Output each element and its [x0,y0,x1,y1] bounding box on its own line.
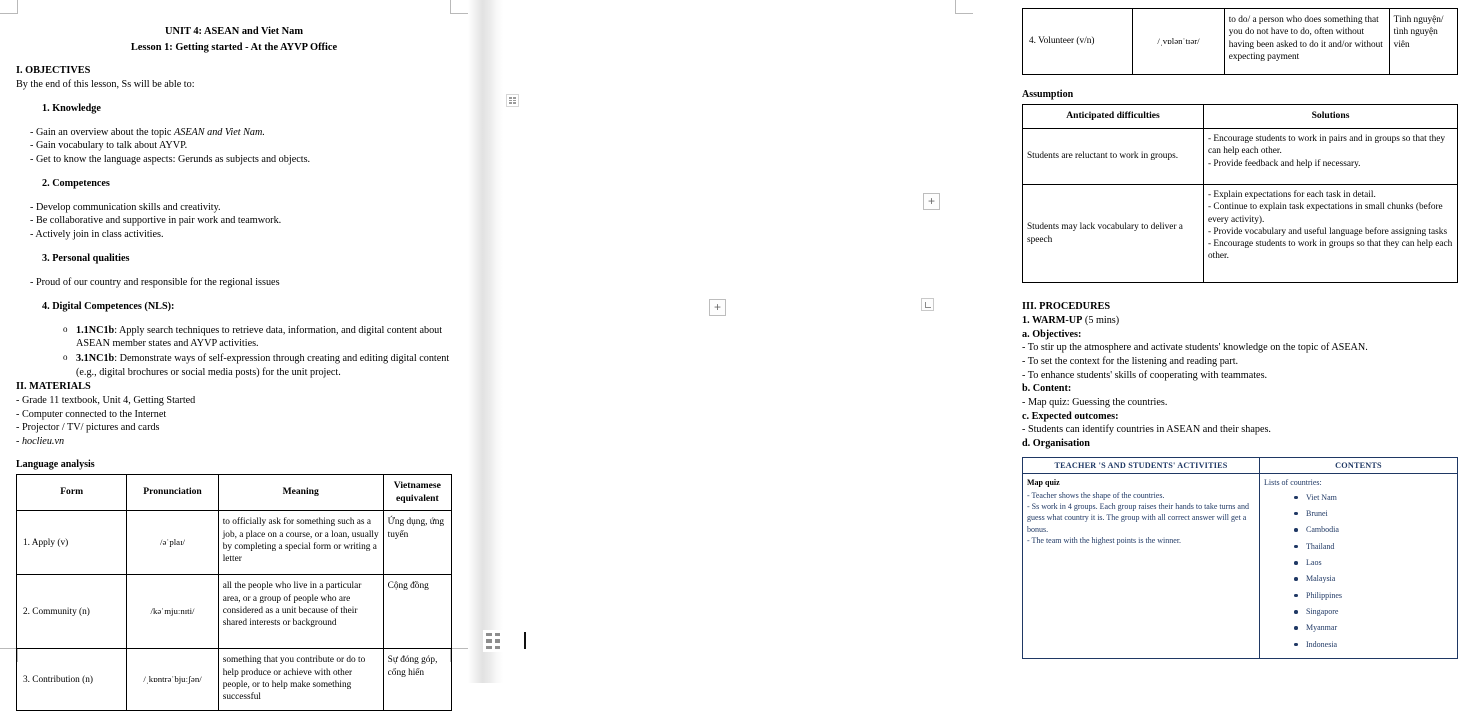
column-header-form: Form [17,475,127,511]
assumption-solution-1-1: - Continue to explain task expectations in small chunks (before every activity). [1208,202,1443,225]
language-analysis-table-continued[interactable] [1022,8,1458,75]
table-row[interactable] [1023,9,1458,75]
table-row[interactable] [1023,474,1458,659]
competences-item-2: - Actively join in class activities. [30,229,164,241]
insert-row-button[interactable]: + [923,193,940,210]
column-header-activities: TEACHER 'S AND STUDENTS' ACTIVITIES [1023,457,1260,474]
vocab-meaning-1: all the people who live in a particular area, or a group of people who are considered as a unit because of their shared interests or background [218,575,383,649]
digital-competences-list [16,324,452,380]
personal-qualities-heading: 3. Personal qualities [42,253,130,264]
list-item: Thailand [1306,541,1453,552]
list-item: Viet Nam [1306,492,1453,503]
list-item: Cambodia [1306,524,1453,535]
activity-line-0: - Teacher shows the shape of the countries. [1027,490,1165,500]
competences-heading: 2. Competences [42,177,110,189]
vocab-form-2: 3. Contribution (n) [17,649,127,711]
vocab-pronunciation-0: /əˈplaɪ/ [127,511,218,575]
procedures-heading: III. PROCEDURES [1022,301,1111,313]
materials-item-2: - Projector / TV/ pictures and cards [16,422,160,434]
vocab-form-1: 2. Community (n) [17,575,127,649]
vocab-meaning-3: to do/ a person who does something that you do not have to do, often without having been asked to do it and/or without expecting payment [1224,9,1389,75]
warmup-heading-row [1022,314,1458,328]
paragraph-move-handle-icon[interactable] [483,630,503,652]
procedure-activities-table[interactable] [1022,457,1458,660]
table-resize-handle-icon[interactable] [921,298,934,311]
knowledge-heading: 1. Knowledge [42,102,101,114]
column-header-solutions: Solutions [1204,105,1458,129]
knowledge-item-2: - Get to know the language aspects: Gerunds as subjects and objects. [30,154,311,166]
activity-title: Map quiz [1027,478,1060,488]
warmup-outcomes-heading: c. Expected outcomes: [1022,410,1119,422]
assumption-solutions-0 [1204,129,1458,185]
insert-row-button-lower[interactable]: + [709,299,726,316]
materials-item-1: - Computer connected to the Internet [16,408,167,420]
table-move-handle-icon[interactable] [506,94,519,107]
contents-cell [1260,474,1458,659]
list-item: Malaysia [1306,573,1453,584]
table-header-row [1023,457,1458,474]
left-page-content[interactable] [16,24,452,711]
materials-item-hoclieu: - hoclieu.vn [16,436,65,448]
personal-qualities-item-0: - Proud of our country and responsible for the regional issues [30,276,280,288]
digital-competence-text-0: : Apply search techniques to retrieve data, information, and digital content about ASEAN member states and AYVP activities. [76,324,443,350]
column-header-vietnamese [383,475,451,511]
list-item: Myanmar [1306,622,1453,633]
warmup-objective-2: - To enhance students' skills of cooperating with teammates. [1022,369,1268,381]
crop-mark-top-right [450,0,468,14]
digital-competence-code-1: 3.1NC1b [76,352,115,364]
vocab-pronunciation-2: /ˌkɒntrəˈbjuːʃən/ [127,649,218,711]
warmup-objectives-heading: a. Objectives: [1022,328,1082,340]
materials-item-0: - Grade 11 textbook, Unit 4, Getting Started [16,395,196,407]
digital-competence-text-1: : Demonstrate ways of self-expression through creating and editing digital content (e.g., digital brochures or social media posts) for the unit project. [76,352,450,378]
objectives-intro: By the end of this lesson, Ss will be able to: [16,79,195,91]
crop-mark-top-left [0,0,18,14]
column-header-meaning: Meaning [218,475,383,511]
page-left [0,0,468,703]
warmup-content-0: - Map quiz: Guessing the countries. [1022,396,1168,408]
table-row[interactable] [17,511,452,575]
warmup-objective-1: - To set the context for the listening and reading part. [1022,355,1239,367]
list-item: Philippines [1306,590,1453,601]
digital-competence-code-0: 1.1NC1b [76,324,115,336]
vocab-meaning-2: something that you contribute or do to help produce or achieve with other people, or to help make something successful [218,649,383,711]
warmup-organisation-heading: d. Organisation [1022,437,1090,449]
crop-mark-top-right-page2 [955,0,973,14]
warmup-outcome-0: - Students can identify countries in ASEAN and their shapes. [1022,424,1271,436]
table-row[interactable] [17,575,452,649]
assumption-difficulty-0: Students are reluctant to work in groups. [1023,129,1204,185]
assumption-solution-1-0: - Explain expectations for each task in detail. [1208,190,1376,201]
activities-cell [1023,474,1260,659]
table-row[interactable] [1023,185,1458,283]
list-item: Indonesia [1306,639,1453,650]
assumption-difficulty-1: Students may lack vocabulary to deliver a speech [1023,185,1204,283]
text-cursor [524,632,526,649]
digital-competence-item-0 [76,324,452,351]
page-gutter [468,0,503,683]
column-header-pronunciation: Pronunciation [127,475,218,511]
table-row[interactable] [1023,129,1458,185]
column-header-contents: CONTENTS [1260,457,1458,474]
materials-heading: II. MATERIALS [16,381,91,393]
vocab-form-0: 1. Apply (v) [17,511,127,575]
page-right [503,0,1453,683]
vocab-vietnamese-1: Cộng đồng [383,575,451,649]
vocab-form-3: 4. Volunteer (v/n) [1023,9,1133,75]
assumption-solution-1-2: - Provide vocabulary and useful language before assigning tasks [1208,226,1448,237]
vocab-pronunciation-1: /kəˈmjuːnɪti/ [127,575,218,649]
competences-item-0: - Develop communication skills and creativity. [30,201,221,213]
activity-line-1: - Ss work in 4 groups. Each group raises their hands to take turns and guess what country it is. The group with all correct answer will get a bonus. [1027,501,1249,534]
vocab-meaning-0: to officially ask for something such as a job, a place on a course, or a loan, usually by completing a special form or writing a letter [218,511,383,575]
column-header-vietnamese-line2: equivalent [396,492,439,504]
document-title-line2: Lesson 1: Getting started - At the AYVP Office [130,41,338,53]
assumption-solution-0-1: - Provide feedback and help if necessary. [1208,158,1361,169]
warmup-heading: 1. WARM-UP [1022,314,1083,326]
assumption-solutions-1 [1204,185,1458,283]
vocab-vietnamese-3: Tình nguyện/ tình nguyện viên [1389,9,1457,75]
warmup-time: (5 mins) [1084,314,1120,326]
competences-item-1: - Be collaborative and supportive in pair work and teamwork. [30,215,282,227]
digital-competences-heading: 4. Digital Competences (NLS): [42,300,175,312]
right-page-content[interactable] [1022,8,1458,659]
knowledge-item-0-italic: ASEAN and Viet Nam. [174,126,265,138]
knowledge-item-0-text: - Gain an overview about the topic [30,126,174,138]
knowledge-item-1: - Gain vocabulary to talk about AYVP. [30,140,188,152]
crop-mark-bottom-right [450,648,468,662]
objectives-heading: I. OBJECTIVES [16,65,91,77]
warmup-content-heading: b. Content: [1022,383,1072,395]
list-item: Laos [1306,557,1453,568]
assumption-table[interactable] [1022,104,1458,283]
list-item: Brunei [1306,508,1453,519]
vocab-pronunciation-3: /ˌvɒlənˈtɪər/ [1133,9,1224,75]
vocab-vietnamese-0: Ứng dụng, ứng tuyển [383,511,451,575]
country-list [1264,492,1453,651]
document-title-line1: UNIT 4: ASEAN and Viet Nam [164,26,304,37]
table-header-row [1023,105,1458,129]
language-analysis-label: Language analysis [16,458,95,470]
contents-label: Lists of countries: [1264,478,1322,488]
list-item: Singapore [1306,606,1453,617]
column-header-anticipated-difficulties: Anticipated difficulties [1023,105,1204,129]
warmup-objective-0: - To stir up the atmosphere and activate students' knowledge on the topic of ASEAN. [1022,342,1368,354]
language-analysis-table[interactable] [16,474,452,711]
digital-competence-item-1 [76,352,452,379]
assumption-label: Assumption [1022,89,1074,100]
vocab-vietnamese-2: Sự đóng góp, cống hiến [383,649,451,711]
column-header-vietnamese-line1: Vietnamese [393,480,441,492]
table-header-row [17,475,452,511]
table-row[interactable] [17,649,452,711]
assumption-solution-0-0: - Encourage students to work in pairs and in groups so that they can help each other. [1208,134,1446,157]
activity-line-2: - The team with the highest points is the winner. [1027,536,1182,545]
knowledge-item-0 [16,126,452,140]
assumption-solution-1-3: - Encourage students to work in groups so that they can help each other. [1208,239,1453,262]
